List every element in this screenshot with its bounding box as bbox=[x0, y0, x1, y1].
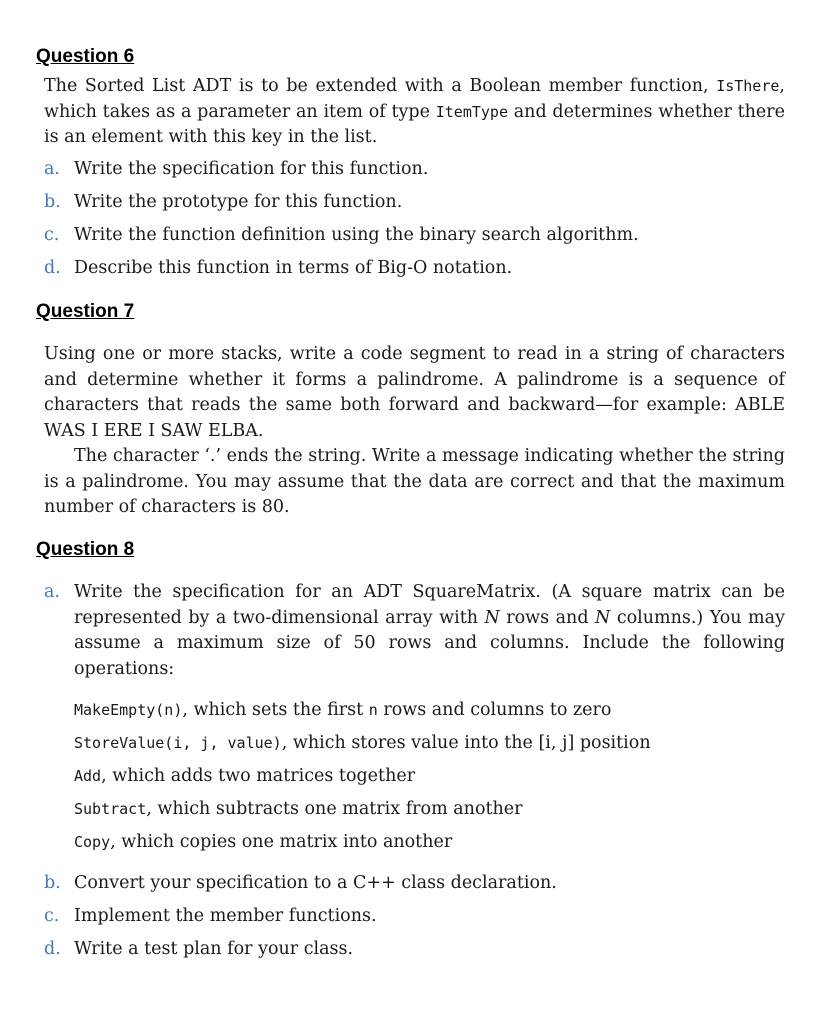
q8-op-storevalue bbox=[74, 733, 651, 753]
q6-item-d-label: d. bbox=[44, 258, 61, 278]
q6-item-a-text: Write the specification for this function. bbox=[74, 159, 429, 179]
q8-a-part2: rows and bbox=[506, 607, 589, 628]
q8-item-b-label: b. bbox=[44, 873, 61, 893]
q6-item-c-label: c. bbox=[44, 225, 60, 245]
q6-item-b-label: b. bbox=[44, 192, 61, 212]
op-text-pre: , which subtracts one matrix from another bbox=[146, 799, 523, 819]
q6-intro-part2: , which takes as a parameter an item of type bbox=[44, 76, 785, 122]
q6-intro-code-isthere: IsThere bbox=[716, 77, 780, 95]
op-code: Add bbox=[74, 767, 102, 785]
question-6-intro bbox=[44, 74, 785, 151]
q8-item-a-label: a. bbox=[44, 582, 60, 602]
op-text-pre: , which adds two matrices together bbox=[101, 766, 416, 786]
question-8-heading: Question 8 bbox=[36, 539, 135, 560]
op-code: Subtract bbox=[74, 800, 147, 818]
q8-item-d bbox=[44, 939, 353, 959]
op-text-pre: , which sets the first bbox=[182, 700, 369, 720]
q8-a-n2: N bbox=[595, 607, 611, 628]
op-text-pre: , which copies one matrix into another bbox=[110, 832, 453, 852]
q8-item-d-label: d. bbox=[44, 939, 61, 959]
question-7-heading: Question 7 bbox=[36, 301, 135, 322]
q6-item-b-text: Write the prototype for this function. bbox=[74, 192, 403, 212]
q8-item-a bbox=[44, 580, 785, 682]
q8-a-part1: Write the specification for an ADT SquareMatrix. (A square matrix can be represented by a two-dimensional array with bbox=[74, 582, 785, 628]
op-code: MakeEmpty(n) bbox=[74, 701, 183, 719]
q8-a-n1: N bbox=[484, 607, 500, 628]
q6-item-d-text: Describe this function in terms of Big-O notation. bbox=[74, 258, 513, 278]
q8-item-b-text: Convert your specification to a C++ class declaration. bbox=[74, 873, 557, 893]
q8-item-d-text: Write a test plan for your class. bbox=[74, 939, 354, 959]
q6-item-a-label: a. bbox=[44, 159, 60, 179]
q6-item-b bbox=[44, 192, 402, 212]
q6-item-c-text: Write the function definition using the binary search algorithm. bbox=[74, 225, 639, 245]
q8-item-c-text: Implement the member functions. bbox=[74, 906, 377, 926]
q6-intro-part3: and determines whether there is an element with this key in the list. bbox=[44, 101, 785, 147]
q6-intro-code-itemtype: ItemType bbox=[435, 102, 508, 121]
q8-op-makeempty bbox=[74, 700, 611, 720]
question-7-para1: Using one or more stacks, write a code segment to read in a string of characters and determine whether it forms a palindrome. A palindrome is a sequence of characters that reads the same both forward and backward—for example: ABLE WAS I ERE I SAW ELBA. bbox=[44, 344, 785, 441]
q6-item-d bbox=[44, 258, 512, 278]
op-code2: n bbox=[368, 701, 378, 719]
q8-item-c-label: c. bbox=[44, 906, 60, 926]
question-7-para2: The character ‘.’ ends the string. Write a message indicating whether the string is a palindrome. You may assume that the data are correct and that the maximum number of characters is 80. bbox=[44, 446, 785, 517]
q8-item-c bbox=[44, 906, 377, 926]
op-text-post: rows and columns to zero bbox=[377, 700, 612, 720]
q8-item-b bbox=[44, 873, 557, 893]
question-6-heading: Question 6 bbox=[36, 46, 135, 67]
q6-intro-part1: The Sorted List ADT is to be extended with a Boolean member function, bbox=[44, 76, 709, 96]
q8-op-copy bbox=[74, 832, 452, 852]
op-code: StoreValue(i, j, value) bbox=[74, 734, 282, 752]
q8-op-add bbox=[74, 766, 415, 786]
q8-item-a-text bbox=[74, 580, 785, 682]
op-code: Copy bbox=[74, 833, 111, 851]
op-text-pre: , which stores value into the [i, j] position bbox=[281, 733, 651, 753]
q6-item-a bbox=[44, 159, 428, 179]
q6-item-c bbox=[44, 225, 639, 245]
q8-a-part3: columns.) You may assume a maximum size of 50 rows and columns. Include the following operations: bbox=[74, 607, 785, 679]
q8-op-subtract bbox=[74, 799, 523, 819]
